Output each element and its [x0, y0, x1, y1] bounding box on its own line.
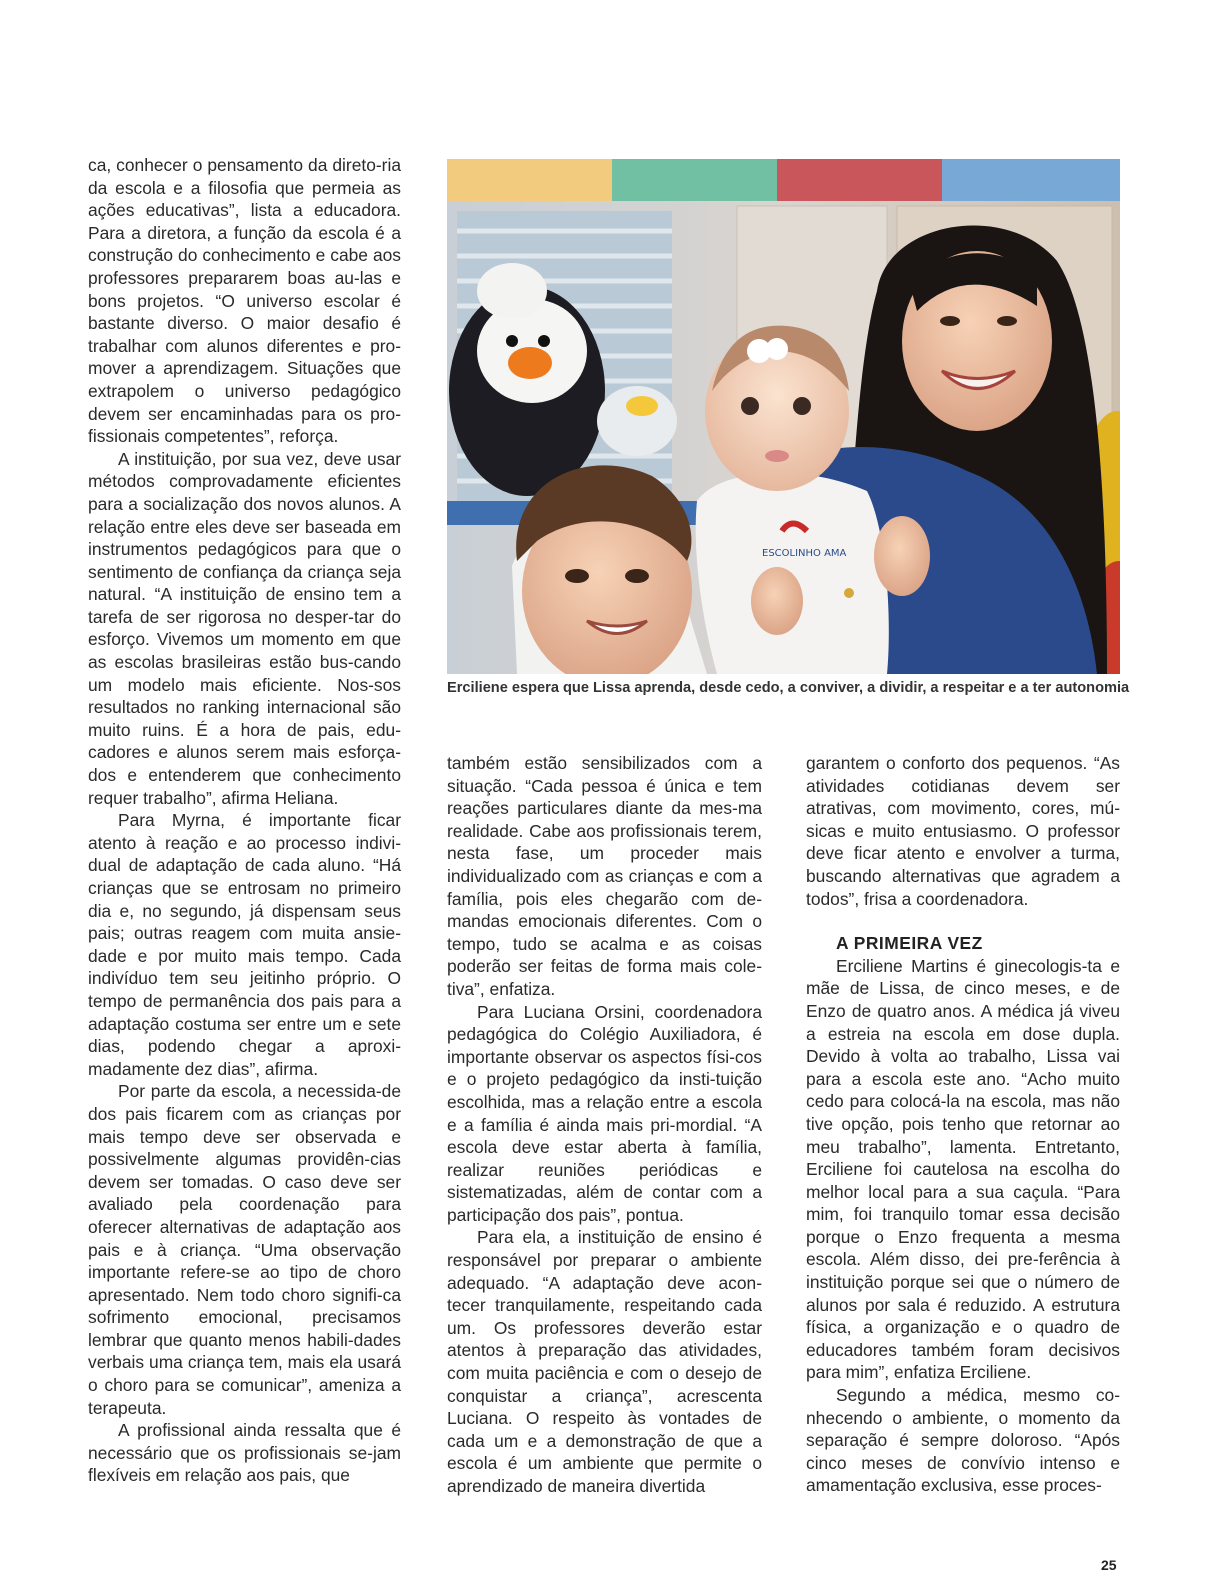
family-photo-illustration — [447, 201, 1120, 674]
color-bar-green — [612, 159, 777, 201]
paragraph: Para ela, a instituição de ensino é responsável por preparar o ambiente adequado. “A adaptação deve acon-tecer tranquilamente, respeitando cada um. Os professores deverão estar atentos à preparação das atividades, com muita paciência e com o desejo de conquistar a criança”, acrescenta Luciana. O respeito às vontades de cada um e a demonstração de que a escola é um ambiente que permite o aprendizado de maneira divertida — [447, 1227, 762, 1496]
svg-text:ESCOLINHO AMA: ESCOLINHO AMA — [762, 548, 847, 559]
paragraph: garantem o conforto dos pequenos. “As atividades cotidianas devem ser atrativas, com movimento, cores, mú-sicas e muito entusiasmo. O professor deve ficar atento e envolver a turma, buscando alternativas que agradem a todos”, frisa a coordenadora. — [806, 753, 1120, 909]
paragraph: também estão sensibilizados com a situação. “Cada pessoa é única e tem reações particulares diante da mes-ma realidade. Cabe aos profissionais terem, nesta fase, um proceder mais individualizado com as crianças e com a família, pois eles chegarão com de-mandas emocionais diferentes. Com o tempo, tudo se acalma e as coisas poderão ser feitas de forma mais cole-tiva”, enfatiza. — [447, 753, 762, 999]
paragraph: A profissional ainda ressalta que é necessário que os profissionais se-jam flexíveis em relação aos pais, que — [88, 1420, 401, 1486]
paragraph: Segundo a médica, mesmo co-nhecendo o ambiente, o momento da separação é sempre doloroso. “Após cinco meses de convívio intenso e amamentação exclusiva, esse proces- — [806, 1385, 1120, 1496]
article-photo — [447, 159, 1120, 674]
paragraph: A instituição, por sua vez, deve usar métodos comprovadamente eficientes para a socialização dos novos alunos. A relação entre eles deve ser baseada em instrumentos pedagógicos para que o sentimento de confiança da criança seja natural. “A instituição de ensino tem a tarefa de ser rigorosa no desper-tar do esforço. Vivemos um momento em que as escolas brasileiras estão bus-cando um modelo mais eficiente. Nos-sos resultados no ranking internacional são muito ruins. É a hora de pais, edu-cadores e alunos serem mais esforça-dos e entenderem que conhecimento requer trabalho”, afirma Heliana. — [88, 448, 401, 808]
page-number: 25 — [1101, 1557, 1117, 1573]
paragraph: Por parte da escola, a necessida-de dos pais ficarem com as crianças por mais tempo deve ser observada e possivelmente algumas providên-cias devem ser tomadas. O caso deve ser avaliado pela coordenação para oferecer alternativas de adaptação aos pais e à criança. “Uma observação importante refere-se ao tipo de choro apresentado. Nem todo choro signifi-ca sofrimento emocional, precisamos lembrar que quanto menos habili-dades verbais uma criança tem, mais ela usará o choro para se comunicar”, ameniza a terapeuta. — [88, 1081, 401, 1418]
article-column-2 — [447, 752, 762, 1498]
color-bar-red — [777, 159, 942, 201]
paragraph: Erciliene Martins é ginecologis-ta e mãe de Lissa, de cinco meses, e de Enzo de quatro anos. A médica já viveu a estreia na escola em dose dupla. Devido à volta ao trabalho, Lissa vai para a escola este ano. “Acho muito cedo para colocá-la na escola, mas não tive opção, pois tenho que retornar ao meu trabalho”, lamenta. Entretanto, Erciliene foi cautelosa na escolha do melhor local para a sua caçula. “Para mim, foi tranquilo tomar essa decisão porque o Enzo frequenta a mesma escola. Além disso, dei pre-ferência à instituição porque sei que o número de alunos por sala é reduzido. A estrutura física, a organização e o quadro de educadores também foram decisivos para mim”, enfatiza Erciliene. — [806, 955, 1120, 1383]
paragraph: Para Luciana Orsini, coordenadora pedagógica do Colégio Auxiliadora, é importante observar os aspectos físi-cos e o projeto pedagógico da insti-tuição escolhida, mas a relação entre a escola e a família é ainda mais pri-mordial. “A escola deve estar aberta à família, realizar reuniões periódicas e sistematizadas, além de contar com a participação dos pais”, pontua. — [447, 1001, 762, 1225]
section-subheading: A PRIMEIRA VEZ — [836, 933, 983, 954]
color-bar-blue — [942, 159, 1120, 201]
article-column-1 — [88, 154, 401, 1487]
color-bar-yellow — [447, 159, 612, 201]
article-column-3 — [806, 752, 1120, 1497]
photo-caption: Erciliene espera que Lissa aprenda, desde cedo, a conviver, a dividir, a respeitar e a ter autonomia — [447, 680, 1130, 696]
paragraph: ca, conhecer o pensamento da direto-ria da escola e a filosofia que permeia as ações educativas”, lista a educadora. Para a diretora, a função da escola é a construção do conhecimento e cabe aos professores prepararem boas au-las e bons projetos. “O universo escolar é bastante diverso. O maior desafio é trabalhar com alunos diferentes e pro-mover a aprendizagem. Situações que extrapolem o universo pedagógico devem ser encaminhadas para os pro-fissionais competentes”, reforça. — [88, 155, 401, 447]
paragraph: Para Myrna, é importante ficar atento à reação e ao processo indivi-dual de adaptação de cada aluno. “Há crianças que se entrosam no primeiro dia e, no segundo, já dispensam seus pais; outras reagem com muita ansie-dade e por muito mais tempo. Cada indivíduo tem seu jeitinho próprio. O tempo de permanência dos pais para a adaptação costuma ser entre um e sete dias, podendo chegar a aproxi-madamente dez dias”, afirma. — [88, 810, 401, 1079]
